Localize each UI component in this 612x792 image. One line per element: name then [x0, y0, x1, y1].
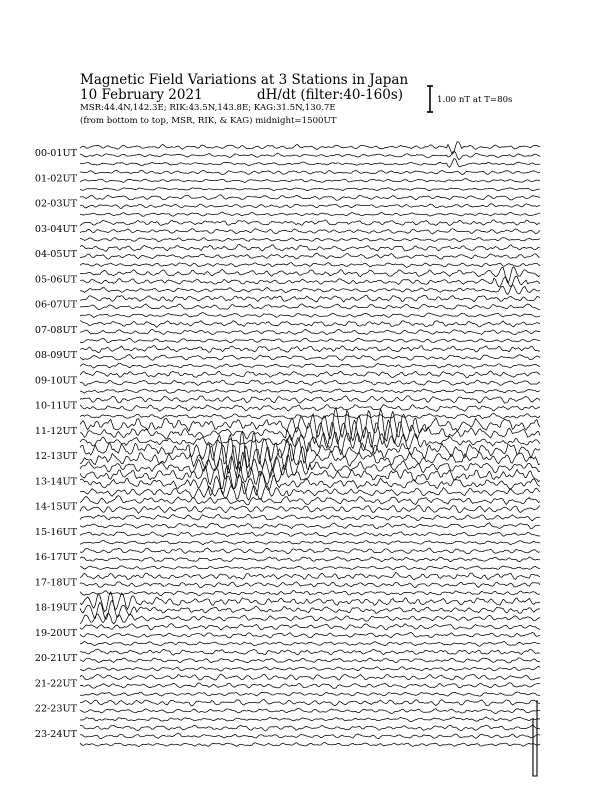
- hour-label-10-11ut: 10-11UT: [34, 400, 77, 412]
- trace-03-04ut-rik: [80, 229, 540, 235]
- trace-22-23ut-rik: [80, 708, 540, 713]
- trace-00-01ut-rik: [80, 151, 540, 159]
- hour-label-07-08ut: 07-08UT: [34, 324, 77, 336]
- trace-04-05ut-msr: [80, 244, 540, 251]
- trace-15-16ut-rik: [80, 532, 540, 537]
- trace-05-06ut-kag: [80, 285, 540, 295]
- trace-07-08ut-msr: [80, 321, 540, 328]
- hour-label-06-07ut: 06-07UT: [34, 299, 77, 311]
- scale-bar: [427, 86, 433, 112]
- trace-08-09ut-kag: [80, 363, 540, 368]
- hour-label-04-05ut: 04-05UT: [34, 249, 77, 260]
- trace-22-23ut-kag: [80, 717, 540, 722]
- scale-bar-label: 1.00 nT at T=80s: [437, 95, 513, 105]
- hour-label-22-23ut: 22-23UT: [34, 703, 77, 715]
- trace-20-21ut-rik: [80, 658, 540, 663]
- trace-07-08ut-kag: [80, 338, 540, 343]
- chart-quantity: dH/dt (filter:40-160s): [257, 87, 404, 103]
- trace-04-05ut-rik: [80, 253, 540, 259]
- trace-23-24ut-rik: [80, 733, 540, 739]
- trace-21-22ut-rik: [80, 683, 540, 688]
- hour-label-09-10ut: 09-10UT: [34, 375, 77, 387]
- trace-01-02ut-kag: [80, 188, 540, 191]
- traces: [80, 142, 540, 776]
- hour-label-21-22ut: 21-22UT: [34, 678, 77, 690]
- trace-01-02ut-msr: [80, 170, 540, 174]
- trace-03-04ut-msr: [80, 220, 540, 226]
- hour-label-03-04ut: 03-04UT: [34, 223, 77, 235]
- trace-21-22ut-kag: [80, 692, 540, 696]
- trace-03-04ut-kag: [80, 238, 540, 242]
- trace-16-17ut-msr: [80, 548, 540, 554]
- trace-15-16ut-msr: [80, 523, 540, 529]
- trace-14-15ut-kag: [80, 514, 540, 521]
- hour-label-12-13ut: 12-13UT: [34, 451, 77, 462]
- trace-00-01ut-kag: [80, 158, 540, 167]
- hour-label-00-01ut: 00-01UT: [34, 148, 77, 159]
- hour-label-23-24ut: 23-24UT: [34, 728, 77, 740]
- trace-00-01ut-msr: [80, 142, 540, 154]
- trace-20-21ut-msr: [80, 649, 540, 655]
- trace-10-11ut-kag: [80, 414, 540, 419]
- trace-19-20ut-rik: [80, 633, 540, 638]
- trace-19-20ut-kag: [80, 641, 540, 646]
- hour-labels: [35, 148, 78, 740]
- trace-08-09ut-rik: [80, 355, 540, 361]
- trace-05-06ut-msr: [80, 267, 540, 283]
- trace-06-07ut-msr: [80, 295, 540, 302]
- trace-23-24ut-msr: [80, 725, 540, 731]
- trace-09-10ut-rik: [80, 380, 540, 386]
- trace-23-24ut-kag: [80, 743, 540, 747]
- trace-02-03ut-msr: [80, 195, 540, 201]
- hour-label-02-03ut: 02-03UT: [34, 198, 77, 210]
- trace-17-18ut-rik: [80, 582, 540, 588]
- trace-17-18ut-kag: [80, 591, 540, 596]
- trace-06-07ut-rik: [80, 304, 540, 310]
- trace-18-19ut-kag: [80, 613, 540, 624]
- trace-17-18ut-msr: [80, 572, 540, 580]
- chart-title: Magnetic Field Variations at 3 Stations in Japan: [80, 72, 409, 88]
- hour-label-20-21ut: 20-21UT: [34, 653, 77, 664]
- chart-date: 10 February 2021: [80, 87, 203, 103]
- hour-label-18-19ut: 18-19UT: [34, 602, 77, 614]
- hour-label-05-06ut: 05-06UT: [34, 274, 77, 286]
- trace-20-21ut-kag: [80, 666, 540, 671]
- trace-09-10ut-msr: [80, 371, 540, 378]
- trace-07-08ut-rik: [80, 329, 540, 334]
- trace-16-17ut-kag: [80, 566, 540, 570]
- trace-22-23ut-msr: [80, 699, 540, 706]
- hour-label-19-20ut: 19-20UT: [34, 627, 77, 639]
- trace-end-spike: [533, 700, 537, 776]
- trace-09-10ut-kag: [80, 389, 540, 393]
- trace-14-15ut-rik: [80, 505, 540, 513]
- trace-06-07ut-kag: [80, 313, 540, 318]
- trace-02-03ut-rik: [80, 204, 540, 209]
- trace-19-20ut-msr: [80, 624, 540, 630]
- trace-15-16ut-kag: [80, 540, 540, 544]
- trace-02-03ut-kag: [80, 212, 540, 216]
- trace-12-13ut-rik: [80, 444, 540, 474]
- trace-04-05ut-kag: [80, 263, 540, 268]
- trace-21-22ut-msr: [80, 674, 540, 680]
- hour-label-11-12ut: 11-12UT: [34, 425, 77, 437]
- trace-13-14ut-rik: [80, 473, 540, 496]
- hour-label-16-17ut: 16-17UT: [34, 552, 77, 563]
- trace-10-11ut-msr: [80, 396, 540, 404]
- trace-14-15ut-msr: [80, 496, 540, 505]
- hour-label-01-02ut: 01-02UT: [34, 173, 77, 185]
- station-coordinates: MSR:44.4N,142.3E; RIK:43.5N,143.8E; KAG:31.5N,130.7E: [80, 103, 336, 113]
- trace-10-11ut-rik: [80, 405, 540, 412]
- hour-label-14-15ut: 14-15UT: [34, 501, 77, 513]
- hour-label-08-09ut: 08-09UT: [34, 350, 77, 361]
- trace-01-02ut-rik: [80, 179, 540, 183]
- trace-16-17ut-rik: [80, 557, 540, 562]
- hour-label-15-16ut: 15-16UT: [34, 526, 77, 538]
- hour-label-17-18ut: 17-18UT: [34, 577, 77, 589]
- station-order-note: (from bottom to top, MSR, RIK, & KAG) midnight=1500UT: [80, 116, 337, 126]
- trace-05-06ut-rik: [80, 276, 540, 287]
- trace-08-09ut-msr: [80, 346, 540, 353]
- hour-label-13-14ut: 13-14UT: [34, 476, 77, 488]
